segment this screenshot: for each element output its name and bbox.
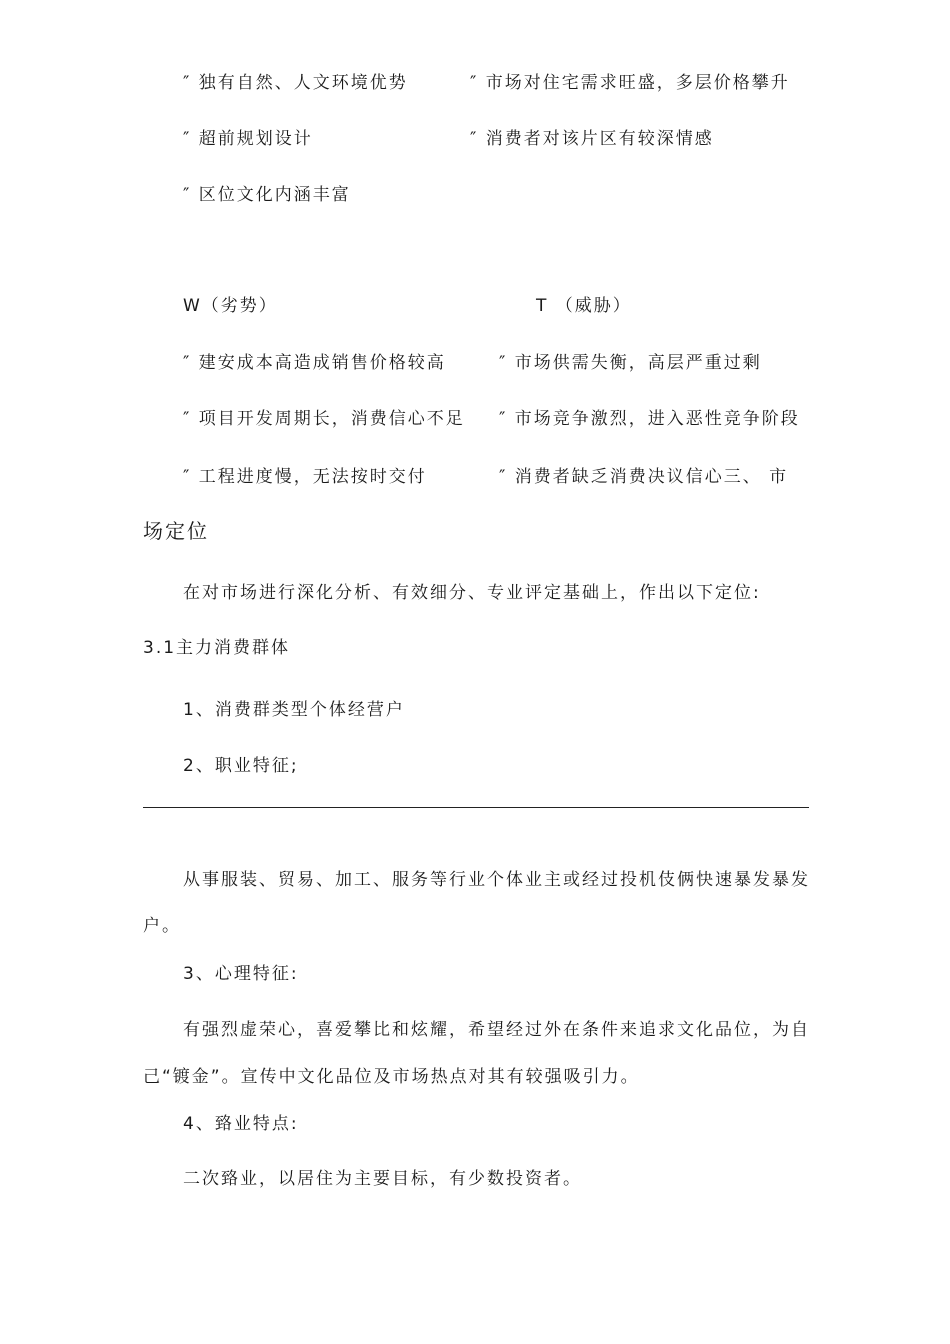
paragraph-line: 从事服装、贸易、加工、服务等行业个体业主或经过投机伎俩快速暴发暴发: [183, 870, 810, 890]
threat-item: ″ 消费者缺乏消费决议信心三、 市: [499, 467, 789, 487]
threat-item: ″ 市场供需失衡，高层严重过剩: [499, 353, 762, 373]
opportunity-item: ″ 消费者对该片区有较深情感: [470, 129, 714, 149]
paragraph-line: 己“镀金”。宣传中文化品位及市场热点对其有较强吸引力。: [143, 1067, 640, 1087]
list-item: 1、消费群类型个体经营户: [183, 700, 405, 720]
list-item: 2、职业特征;: [183, 756, 299, 776]
list-item: 3、心理特征:: [183, 964, 299, 984]
list-item: 4、臵业特点:: [183, 1114, 299, 1134]
subsection-title: 3.1主力消费群体: [143, 638, 291, 658]
strength-item: ″ 独有自然、人文环境优势: [183, 73, 408, 93]
paragraph-line: 户。: [143, 916, 181, 936]
page-divider: [143, 807, 809, 808]
strength-item: ″ 区位文化内涵丰富: [183, 185, 351, 205]
weakness-title: W（劣势）: [183, 296, 278, 316]
weakness-item: ″ 工程进度慢，无法按时交付: [183, 467, 427, 487]
threat-item: ″ 市场竞争激烈，进入恶性竞争阶段: [499, 409, 800, 429]
paragraph-line: 二次臵业，以居住为主要目标，有少数投资者。: [183, 1169, 582, 1189]
strength-item: ″ 超前规划设计: [183, 129, 313, 149]
intro-paragraph: 在对市场进行深化分析、有效细分、专业评定基础上，作出以下定位:: [183, 583, 761, 603]
threat-title: T （威胁）: [536, 296, 632, 316]
opportunity-item: ″ 市场对住宅需求旺盛，多层价格攀升: [470, 73, 790, 93]
paragraph-line: 有强烈虚荣心，喜爱攀比和炫耀，希望经过外在条件来追求文化品位，为自: [183, 1020, 810, 1040]
weakness-item: ″ 项目开发周期长，消费信心不足: [183, 409, 465, 429]
weakness-item: ″ 建安成本高造成销售价格较高: [183, 353, 446, 373]
section-heading: 场定位: [143, 519, 209, 543]
